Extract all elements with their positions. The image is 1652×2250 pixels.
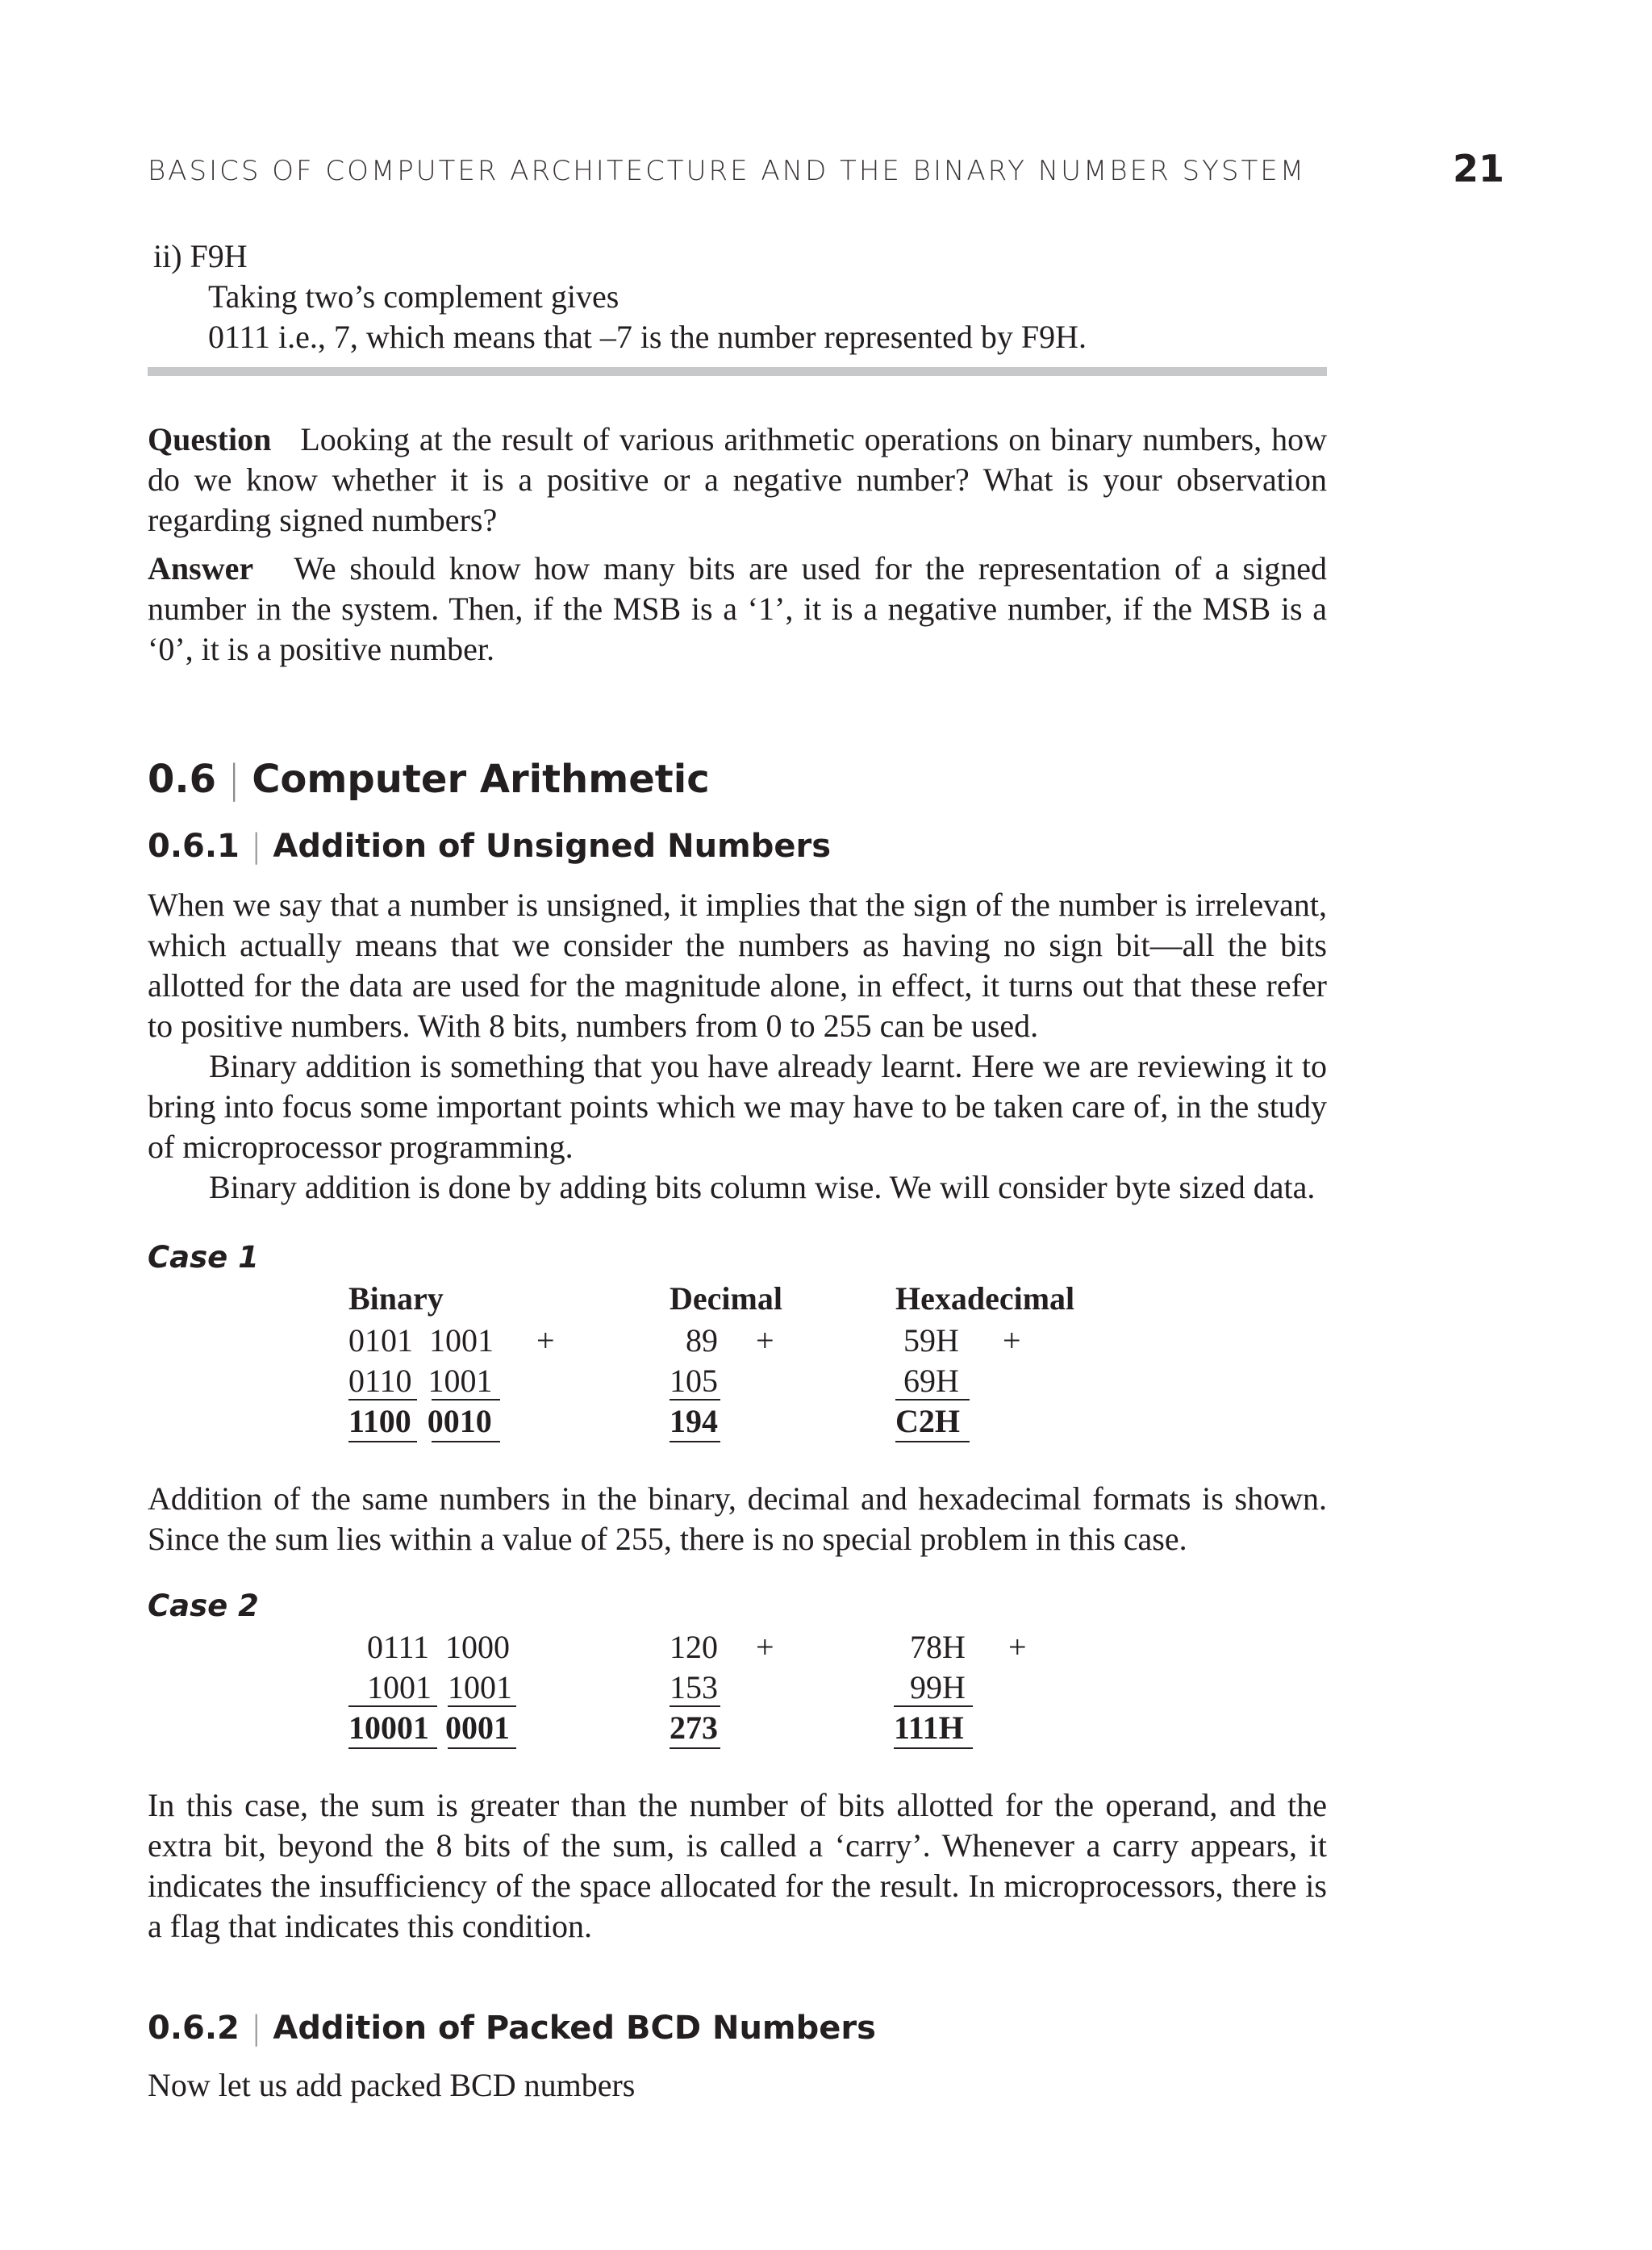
case-1-hex-operand-1: 59H <box>903 1322 959 1359</box>
case-1-binary-sum-rule-hi <box>348 1441 417 1442</box>
case-1-decimal-sum: 194 <box>670 1403 718 1439</box>
answer-paragraph <box>148 549 1327 670</box>
case-1-header-hex: Hexadecimal <box>895 1280 1075 1317</box>
case-1-decimal-rule <box>670 1399 720 1401</box>
running-head: BASICS OF COMPUTER ARCHITECTURE AND THE BINARY NUMBER SYSTEM <box>148 155 1307 187</box>
case-2-binary-rule-lo <box>448 1705 516 1707</box>
case-2-hex-sum: 111H <box>894 1709 964 1746</box>
paragraph-column-wise: Binary addition is done by adding bits column wise. We will consider byte sized data. <box>209 1169 1316 1205</box>
case-1-binary-operand-1: 0101 1001 <box>348 1322 494 1359</box>
subsection-2-number: 0.6.2 <box>148 2010 240 2047</box>
case-1-binary-sum: 1100 0010 <box>348 1403 492 1439</box>
case-2-decimal-operand-2: 153 <box>670 1669 718 1705</box>
case-2-binary-rule-hi <box>348 1705 437 1707</box>
case-1-header-binary: Binary <box>348 1280 444 1317</box>
case-1-binary-operand-2: 0110 1001 <box>348 1363 493 1399</box>
case-1-binary-plus: + <box>536 1322 555 1359</box>
case-1-decimal-plus: + <box>756 1322 774 1359</box>
case-2-decimal-operand-1: 120 <box>670 1629 718 1665</box>
subsection-heading-2: 0.6.2 | Addition of Packed BCD Numbers <box>148 2010 876 2047</box>
question-paragraph <box>148 420 1327 541</box>
paragraph-binary-addition: Binary addition is something that you have already learnt. Here we are reviewing it to bring into focus some important points which we may have to be taken care of, in the study of microprocessor programming. <box>148 1048 1327 1165</box>
case-2-binary-sum: 10001 0001 <box>348 1709 510 1746</box>
case-2-decimal-plus: + <box>756 1629 774 1665</box>
paragraph-case-2-explanation: In this case, the sum is greater than the number of bits allotted for the operand, and the extra bit, beyond the 8 bits of the sum, is called a ‘carry’. Whenever a carry appears, it indicates the insufficiency of the space allocated for the result. In microprocessors, there is a flag that indicates this condition. <box>148 1787 1327 1944</box>
paragraph-packed-bcd: Now let us add packed BCD numbers <box>148 2067 636 2103</box>
case-2-decimal-sum-rule <box>670 1747 720 1749</box>
paragraph-unsigned-intro: When we say that a number is unsigned, it implies that the sign of the number is irrelevant, which actually means that we consider the numbers as having no sign bit—all the bits allotted for the data are used for the magnitude alone, in effect, it turns out that these refer to positive numbers. With 8 bits, numbers from 0 to 255 can be used. <box>148 887 1327 1044</box>
example-end-rule <box>148 367 1327 376</box>
case-2-hex-sum-rule <box>894 1747 973 1749</box>
paragraph-case-1-explanation: Addition of the same numbers in the binary, decimal and hexadecimal formats is shown. Since the sum lies within a value of 255, there is no special problem in this case. <box>148 1480 1327 1557</box>
example-line-1: Taking two’s complement gives <box>208 278 620 315</box>
case-1-binary-rule-lo <box>432 1399 500 1401</box>
case-2-hex-plus: + <box>1008 1629 1027 1665</box>
case-2-binary-operand-1: 0111 1000 <box>367 1629 511 1665</box>
case-1-hex-sum-rule <box>895 1441 970 1442</box>
case-2-binary-sum-rule-hi <box>348 1747 437 1749</box>
case-1-hex-operand-2: 69H <box>903 1363 959 1399</box>
answer-label: Answer <box>148 550 254 587</box>
subsection-1-number: 0.6.1 <box>148 828 240 865</box>
case-1-decimal-sum-rule <box>670 1441 720 1442</box>
question-label: Question <box>148 421 272 457</box>
case-2-hex-operand-1: 78H <box>910 1629 966 1665</box>
section-number: 0.6 <box>148 757 217 802</box>
case-2-hex-rule <box>894 1705 973 1707</box>
section-heading: 0.6 | Computer Arithmetic <box>148 757 710 802</box>
case-2-decimal-sum: 273 <box>670 1709 718 1746</box>
case-1-hex-rule <box>895 1399 970 1401</box>
case-1-label: Case 1 <box>148 1240 259 1275</box>
case-1-binary-sum-rule-lo <box>432 1441 500 1442</box>
answer-text: We should know how many bits are used for the representation of a signed number in the system. Then, if the MSB is a ‘1’, it is a negative number, if the MSB is a ‘0’, it is a positive number. <box>148 550 1327 667</box>
question-text: Looking at the result of various arithmetic operations on binary numbers, how do we know whether it is a positive or a negative number? What is your observation regarding signed numbers? <box>148 421 1328 538</box>
section-title: Computer Arithmetic <box>252 757 710 802</box>
case-1-decimal-operand-2: 105 <box>670 1363 718 1399</box>
subsection-1-title: Addition of Unsigned Numbers <box>273 828 832 865</box>
subsection-2-title: Addition of Packed BCD Numbers <box>273 2010 876 2047</box>
example-line-2: 0111 i.e., 7, which means that –7 is the number represented by F9H. <box>208 319 1087 355</box>
case-2-decimal-rule <box>670 1705 720 1707</box>
case-2-binary-operand-2: 1001 1001 <box>367 1669 512 1705</box>
case-1-hex-plus: + <box>1003 1322 1021 1359</box>
page-number: 21 <box>1452 147 1504 190</box>
case-1-decimal-operand-1: 89 <box>686 1322 718 1359</box>
example-item-label: ii) F9H <box>153 238 248 274</box>
case-1-hex-sum: C2H <box>895 1403 960 1439</box>
case-1-binary-rule-hi <box>348 1399 417 1401</box>
case-1-header-decimal: Decimal <box>670 1280 782 1317</box>
case-2-label: Case 2 <box>148 1588 259 1623</box>
case-2-binary-sum-rule-lo <box>448 1747 516 1749</box>
case-2-hex-operand-2: 99H <box>910 1669 966 1705</box>
subsection-heading-1: 0.6.1 | Addition of Unsigned Numbers <box>148 828 832 865</box>
